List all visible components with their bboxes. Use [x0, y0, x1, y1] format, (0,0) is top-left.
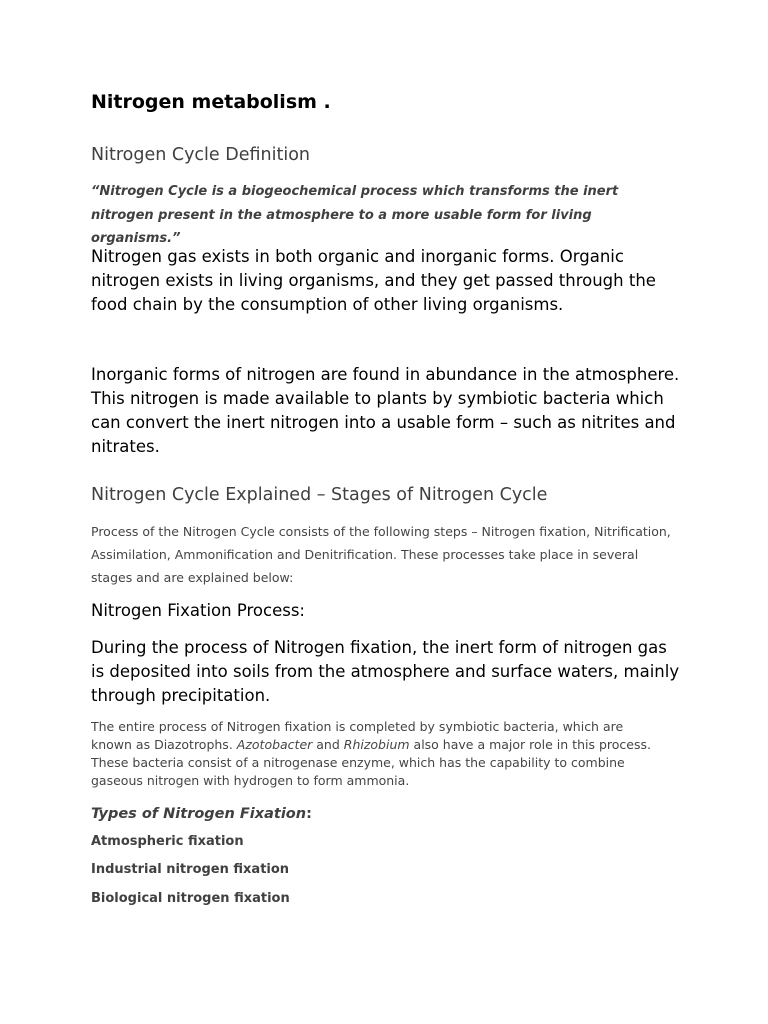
rhizobium-term: Rhizobium [343, 737, 410, 752]
types-heading-colon: : [306, 806, 312, 822]
detail-and: and [312, 737, 344, 752]
stages-heading: Nitrogen Cycle Explained – Stages of Nitrogen Cycle [91, 485, 548, 505]
fixation-paragraph: During the process of Nitrogen fixation, the inert form of nitrogen gas is deposited into soils from the atmosphere and surface waters, mainly through precipitation. [91, 638, 680, 705]
inorganic-nitrogen-paragraph: Inorganic forms of nitrogen are found in abundance in the atmosphere. This nitrogen is made available to plants by symbiotic bacteria which can convert the inert nitrogen into a usable form – such as nitrites and nitrates. [91, 365, 680, 456]
stages-intro-paragraph: Process of the Nitrogen Cycle consists of the following steps – Nitrogen fixation, Nitrification, Assimilation, Ammonification and Denitrification. These processes take place in several stages and are explained below: [91, 524, 671, 585]
azotobacter-term: Azotobacter [236, 737, 313, 752]
type-item-atmospheric: Atmospheric fixation [91, 834, 244, 849]
types-heading-text: Types of Nitrogen Fixation [91, 806, 307, 822]
definition-heading: Nitrogen Cycle Definition [91, 145, 310, 165]
organic-nitrogen-paragraph: Nitrogen gas exists in both organic and inorganic forms. Organic nitrogen exists in living organisms, and they get passed through the food chain by the consumption of other living organisms. [91, 247, 656, 314]
types-heading [91, 806, 312, 822]
fixation-subheading: Nitrogen Fixation Process: [91, 601, 305, 620]
definition-quote: “Nitrogen Cycle is a biogeochemical process which transforms the inert nitrogen present in the atmosphere to a more usable form for living organisms.” [91, 184, 619, 246]
type-item-biological: Biological nitrogen fixation [91, 891, 290, 906]
page-title: Nitrogen metabolism . [91, 91, 331, 113]
detail-text-part2: also have a major role in this process. These bacteria consist of a nitrogenase enzyme, which has the capability to combine gaseous nitrogen with hydrogen to form ammonia. [91, 737, 651, 788]
type-item-industrial: Industrial nitrogen fixation [91, 862, 290, 877]
fixation-detail-paragraph [91, 718, 661, 790]
detail-text-part1: The entire process of Nitrogen fixation is completed by symbiotic bacteria, which are known as Diazotrophs. [91, 719, 624, 752]
